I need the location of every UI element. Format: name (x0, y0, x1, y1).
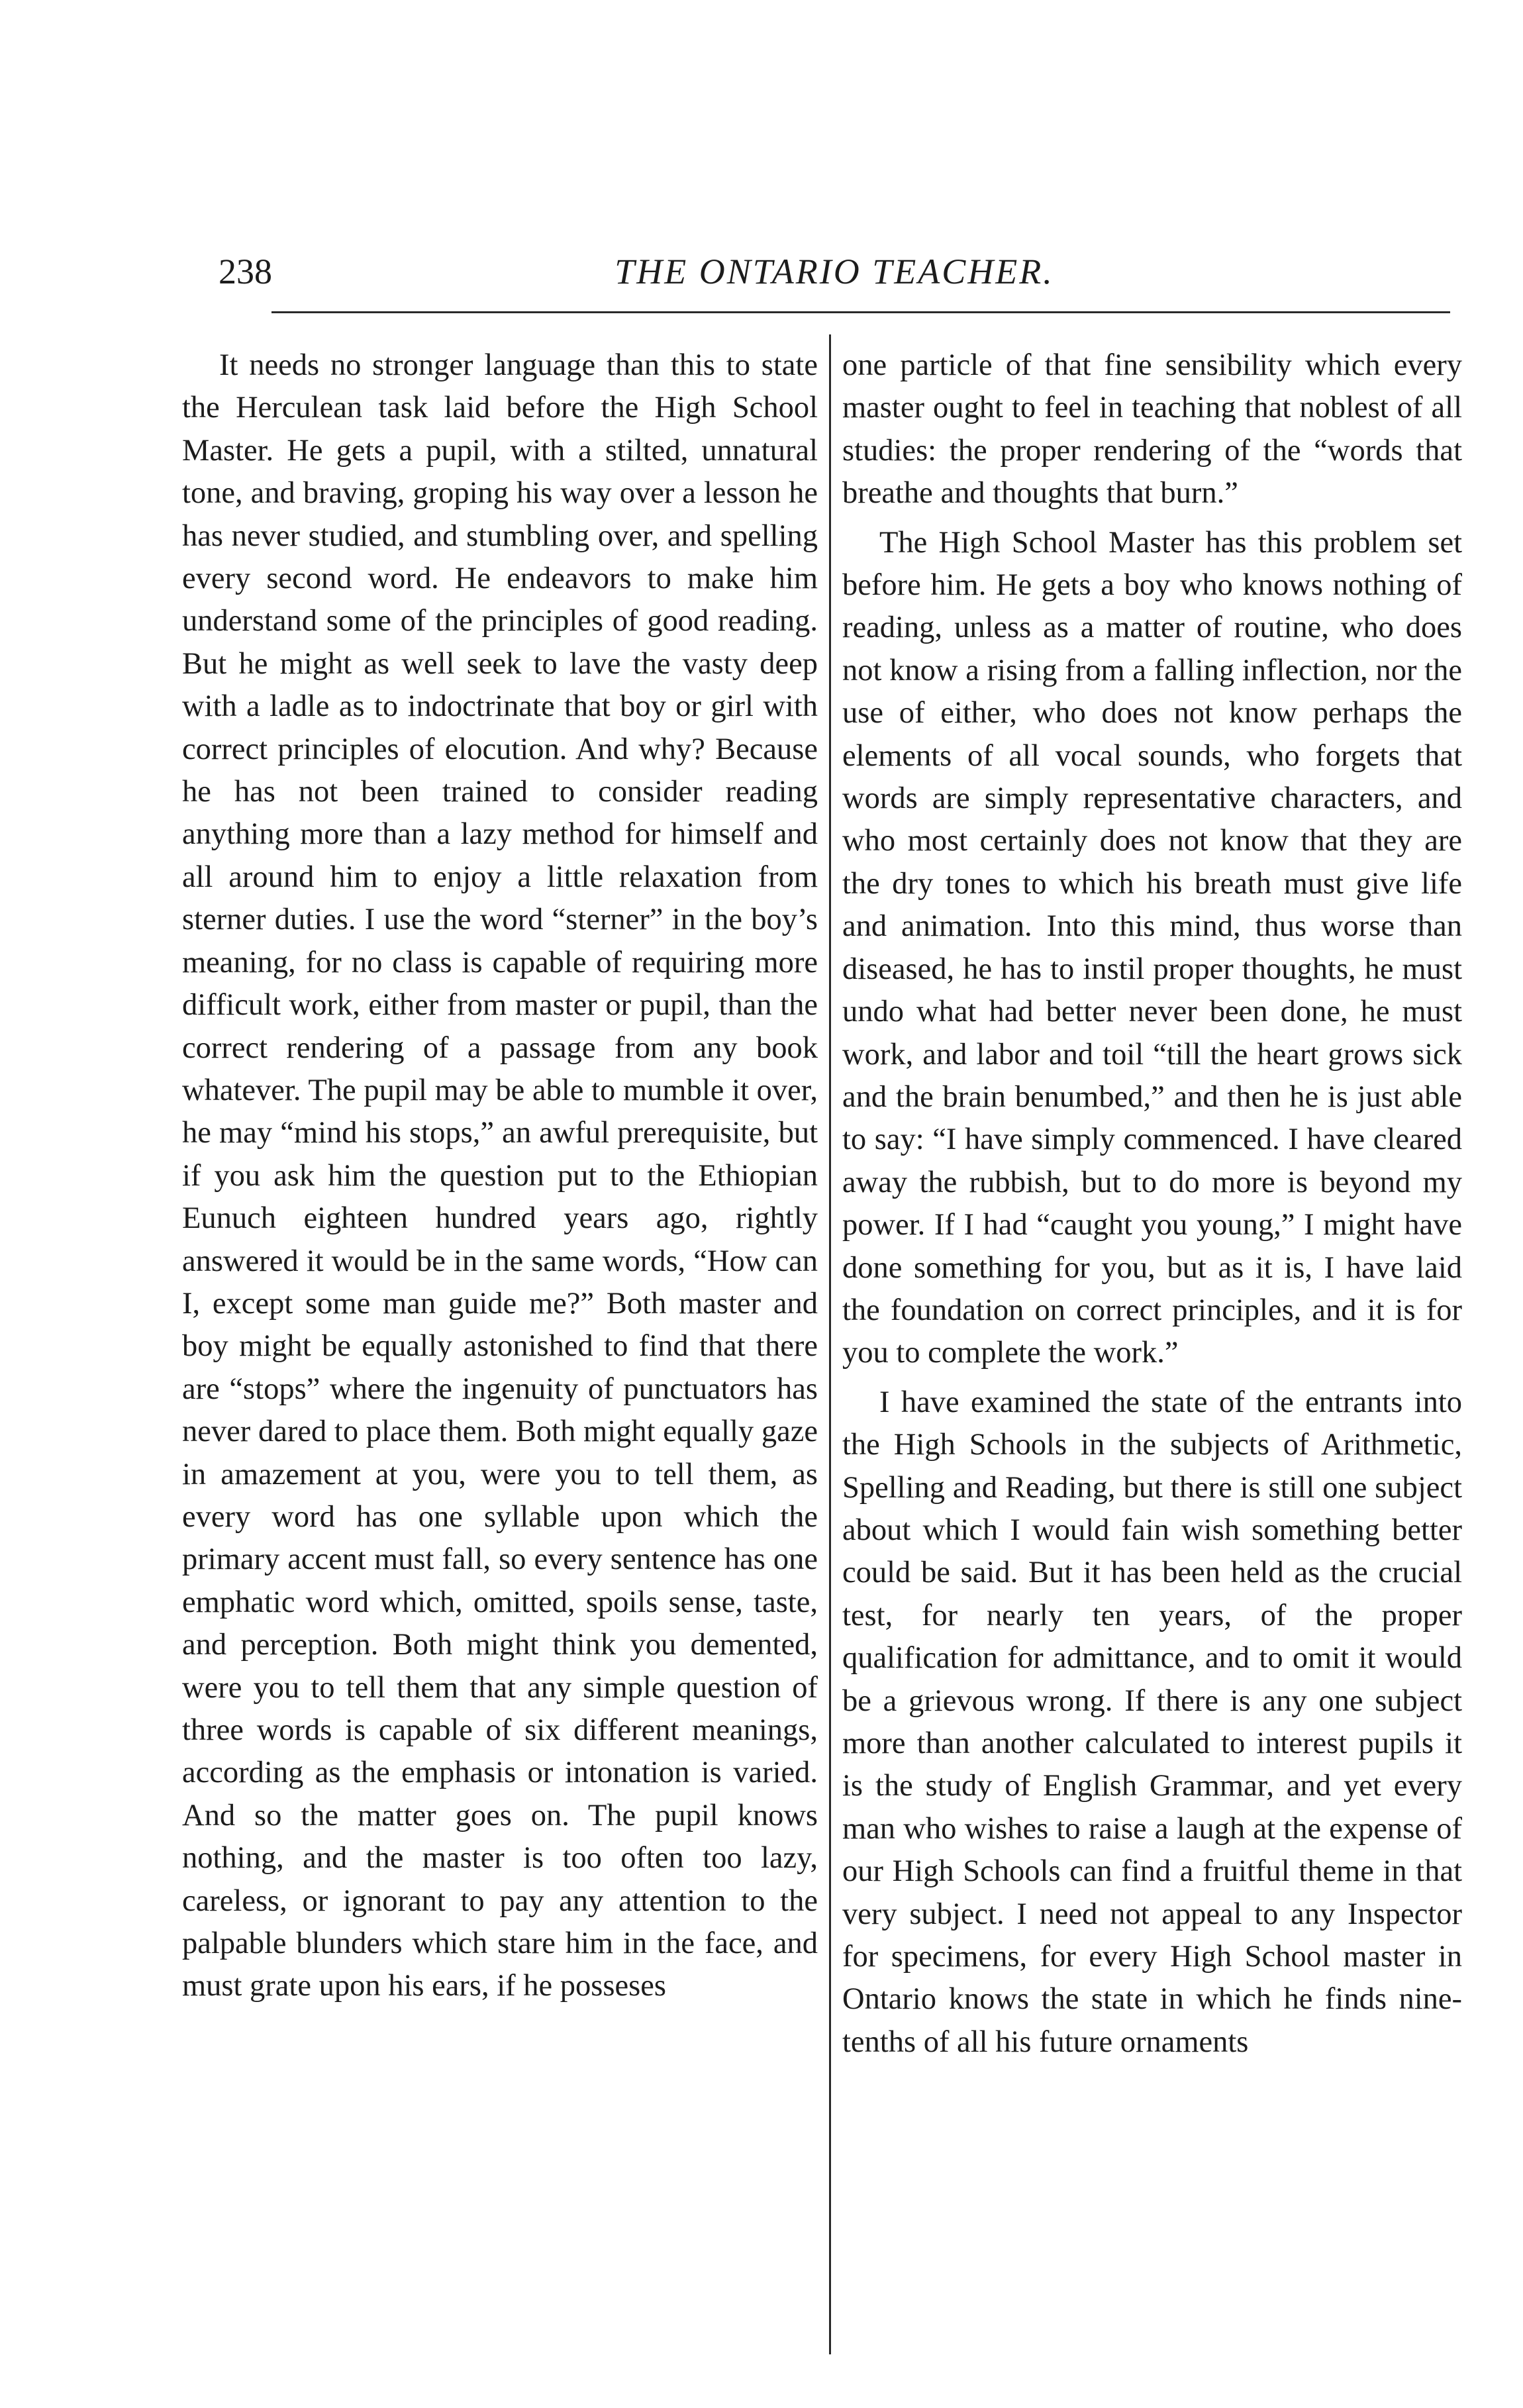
right-column (842, 344, 1462, 2070)
page-header (0, 245, 1523, 298)
left-column (182, 344, 818, 2015)
header-rule (271, 311, 1450, 313)
paragraph: It needs no stronger language than this to state the Herculean task laid before the High School Master. He gets a pupil, with a stilted, unnatural tone, and braving, groping his way over a lesson he has never studied, and stumbling over, and spelling every second word. He endeavors to make him understand some of the principles of good reading. But he might as well seek to lave the vasty deep with a ladle as to indoctrinate that boy or girl with correct principles of elocution. And why? Because he has not been trained to consider reading anything more than a lazy method for himself and all around him to enjoy a little relaxation from sterner duties. I use the word “sterner” in the boy’s meaning, for no class is capable of requiring more difficult work, either from master or pupil, than the correct rendering of a passage from any book whatever. The pupil may be able to mumble it over, he may “mind his stops,” an awful prerequisite, but if you ask him the question put to the Ethiopian Eunuch eighteen hundred years ago, rightly answered it would be in the same words, “How can I, except some man guide me?” Both master and boy might be equally astonished to find that there are “stops” where the ingenuity of punctuators has never dared to place them. Both might equally gaze in amazement at you, were you to tell them, as every word has one syllable upon which the primary accent must fall, so every sentence has one emphatic word which, omitted, spoils sense, taste, and perception. Both might think you demented, were you to tell them that any simple question of three words is capable of six different meanings, according as the emphasis or intonation is varied. And so the matter goes on. The pupil knows nothing, and the master is too often too lazy, careless, or ignorant to pay any attention to the palpable blunders which stare him in the face, and must grate upon his ears, if he posseses (182, 348, 818, 2003)
running-title: THE ONTARIO TEACHER. (614, 252, 1054, 291)
paragraph: one particle of that fine sensibility which every master ought to feel in teaching that noblest of all studies: the proper rendering of the “words that breathe and thoughts that burn.” (842, 348, 1462, 511)
paragraph: The High School Master has this problem set before him. He gets a boy who knows nothing of reading, unless as a matter of routine, who does not know a rising from a falling inflection, nor the use of either, who does not know perhaps the elements of all vocal sounds, who forgets that words are simply representative characters, and who most certainly does not know that they are the dry tones to which his breath must give life and animation. Into this mind, thus worse than diseased, he has to instil proper thoughts, he must undo what had better never been done, he must work, and labor and toil “till the heart grows sick and the brain benumbed,” and then he is just able to say: “I have simply commenced. I have cleared away the rubbish, but to do more is beyond my power. If I had “caught you young,” I might have done something for you, but as it is, I have laid the foundation on correct principles, and it is for you to complete the work.” (842, 525, 1462, 1370)
page-number: 238 (219, 252, 272, 291)
column-divider (829, 334, 831, 2354)
paragraph: I have examined the state of the entrants into the High Schools in the subjects of Arithmetic, Spelling and Reading, but there is still one subject about which I would fain wish something better could be said. But it has been held as the crucial test, for nearly ten years, of the proper qualification for admittance, and to omit it would be a grievous wrong. If there is any one subject more than another calculated to interest pupils it is the study of English Grammar, and yet every man who wishes to raise a laugh at the expense of our High Schools can find a fruitful theme in that very subject. I need not appeal to any Inspector for specimens, for every High School master in Ontario knows the state in which he finds nine-tenths of all his future ornaments (842, 1385, 1462, 2059)
